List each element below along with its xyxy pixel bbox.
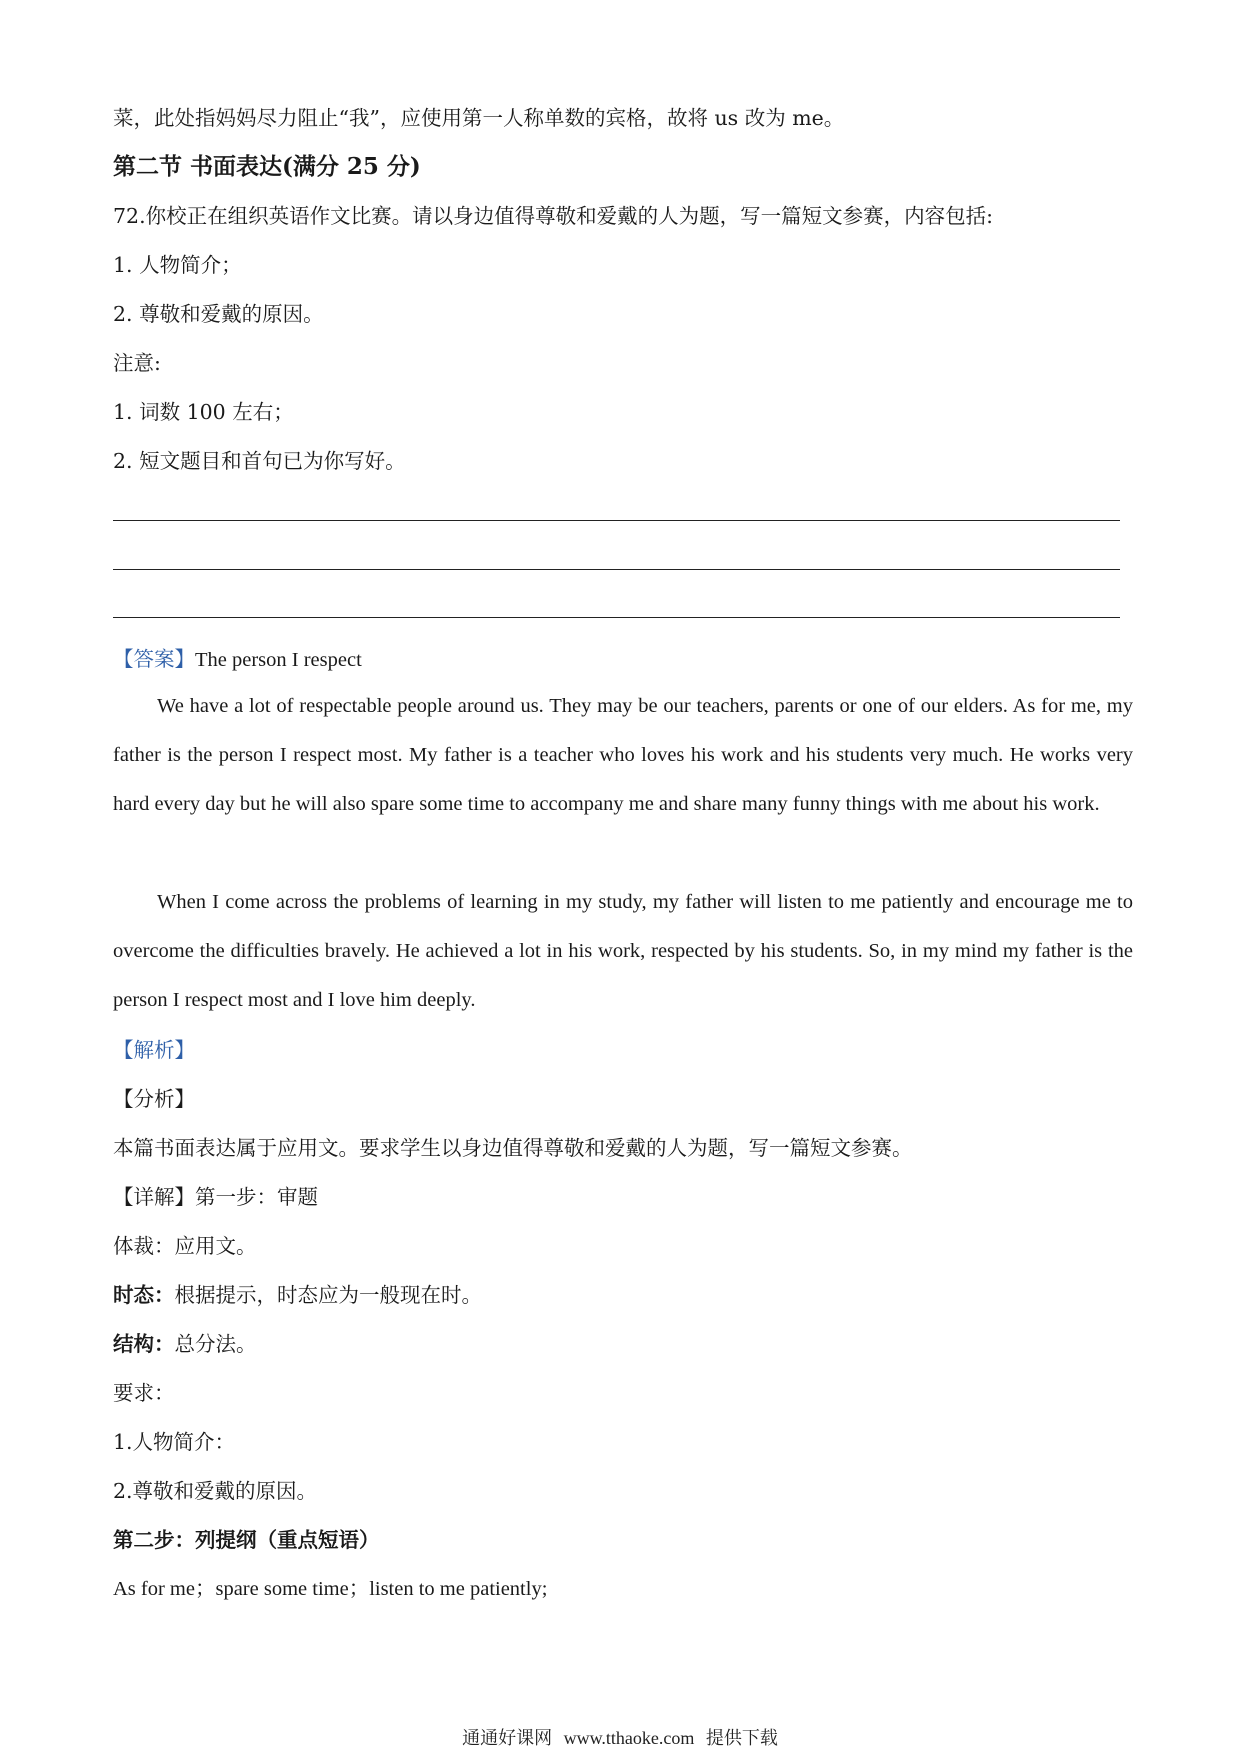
notes-label: 注意: [113,351,161,375]
structure-label: 结构： [113,1332,175,1356]
genre-line: 体裁：应用文。 [113,1234,257,1258]
intro-line: 菜，此处指妈妈尽力阻止“我”，应使用第一人称单数的宾格，故将 us 改为 me。 [113,106,845,130]
note-item: 2. 短文题目和首句已为你写好。 [113,449,406,473]
question-prompt: 72.你校正在组织英语作文比赛。请以身边值得尊敬和爱戴的人为题，写一篇短文参赛，内容包括: [113,204,994,228]
footer-site-name: 通通好课网 [462,1728,553,1749]
essay-title: The person I respect [195,649,362,671]
step-two: 第二步：列提纲（重点短语） [113,1528,380,1552]
section-heading: 第二节 书面表达(满分 25 分) [113,153,421,180]
requirement-item: 1.人物简介： [113,1430,236,1454]
tense-text: 根据提示，时态应为一般现在时。 [174,1283,482,1307]
footer-url[interactable]: www.tthaoke.com [563,1728,695,1748]
key-phrases: As for me；spare some time；listen to me patiently; [113,1578,548,1600]
tense-label: 时态： [113,1283,175,1307]
tense-line [113,1281,482,1309]
requirement-item: 2.尊敬和爱戴的原因。 [113,1479,318,1503]
footer-download-text: 提供下载 [705,1728,778,1749]
page-footer [0,1726,1240,1751]
content-item: 1. 人物简介； [113,253,242,277]
step-one: 第一步：审题 [195,1185,318,1209]
note-item: 1. 词数 100 左右； [113,400,294,424]
detail-label: 【详解】 [113,1185,195,1209]
answer-header [113,645,362,674]
answer-line [113,569,1120,570]
content-item: 2. 尊敬和爱戴的原因。 [113,302,324,326]
analysis-label: 【解析】 [113,1038,195,1062]
answer-line [113,617,1120,618]
detail-line [113,1183,318,1211]
essay-paragraph: When I come across the problems of learning in my study, my father will listen to me patiently and encourage me to overcome the difficulties bravely. He achieved a lot in his work, respected by his students. So, in my mind my father is the person I respect most and I love him deeply. [113,891,1133,1011]
structure-text: 总分法。 [174,1332,257,1356]
analysis-summary: 本篇书面表达属于应用文。要求学生以身边值得尊敬和爱戴的人为题，写一篇短文参赛。 [113,1136,913,1160]
structure-line [113,1330,257,1358]
essay-paragraph: We have a lot of respectable people around us. They may be our teachers, parents or one of our elders. As for me, my father is the person I respect most. My father is a teacher who loves his work and his students very much. He works very hard every day but he will also spare some time to accompany me and share many funny things with me about his work. [113,695,1133,815]
answer-label: 【答案】 [113,647,195,671]
analysis-sub-label: 【分析】 [113,1087,195,1111]
requirements-label: 要求： [113,1381,175,1405]
answer-line [113,520,1120,521]
